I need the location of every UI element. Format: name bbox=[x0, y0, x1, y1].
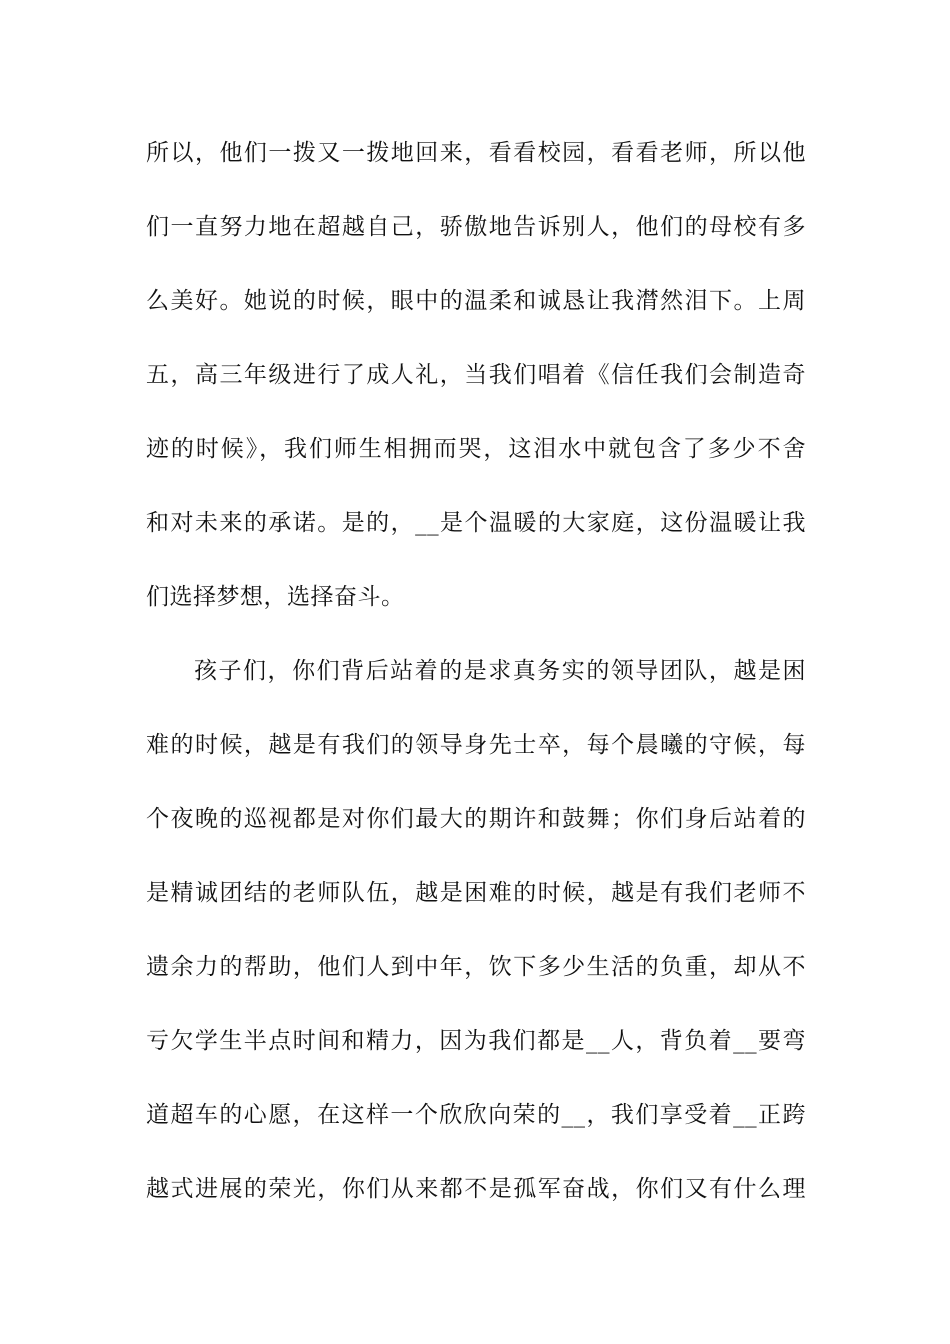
paragraph-2-line-7: 道超车的心愿，在这样一个欣欣向荣的__，我们享受着__正跨 bbox=[146, 1102, 806, 1128]
paragraph-2-line-8: 越式进展的荣光，你们从来都不是孤军奋战，你们又有什么理 bbox=[146, 1176, 806, 1202]
paragraph-2-line-4: 是精诚团结的老师队伍，越是困难的时候，越是有我们老师不 bbox=[146, 880, 806, 906]
paragraph-1-line-3: 么美好。她说的时候，眼中的温柔和诚恳让我潸然泪下。上周 bbox=[146, 288, 806, 314]
paragraph-2-line-6: 亏欠学生半点时间和精力，因为我们都是__人，背负着__要弯 bbox=[146, 1028, 806, 1054]
paragraph-2-line-3: 个夜晚的巡视都是对你们最大的期许和鼓舞；你们身后站着的 bbox=[146, 806, 806, 832]
paragraph-1-line-7: 们选择梦想，选择奋斗。 bbox=[146, 584, 405, 610]
paragraph-1-line-6: 和对未来的承诺。是的，__是个温暖的大家庭，这份温暖让我 bbox=[146, 510, 806, 536]
paragraph-2-line-5: 遗余力的帮助，他们人到中年，饮下多少生活的负重，却从不 bbox=[146, 954, 806, 980]
paragraph-1-line-1: 所以，他们一拨又一拨地回来，看看校园，看看老师，所以他 bbox=[146, 140, 806, 166]
paragraph-2-line-1: 孩子们，你们背后站着的是求真务实的领导团队，越是困 bbox=[194, 658, 806, 684]
paragraph-2-line-2: 难的时候，越是有我们的领导身先士卒，每个晨曦的守候，每 bbox=[146, 732, 806, 758]
paragraph-1-line-5: 迹的时候》，我们师生相拥而哭，这泪水中就包含了多少不舍 bbox=[146, 436, 806, 462]
paragraph-1-line-4: 五，高三年级进行了成人礼，当我们唱着《信任我们会制造奇 bbox=[146, 362, 806, 388]
paragraph-1-line-2: 们一直努力地在超越自己，骄傲地告诉别人，他们的母校有多 bbox=[146, 214, 806, 240]
